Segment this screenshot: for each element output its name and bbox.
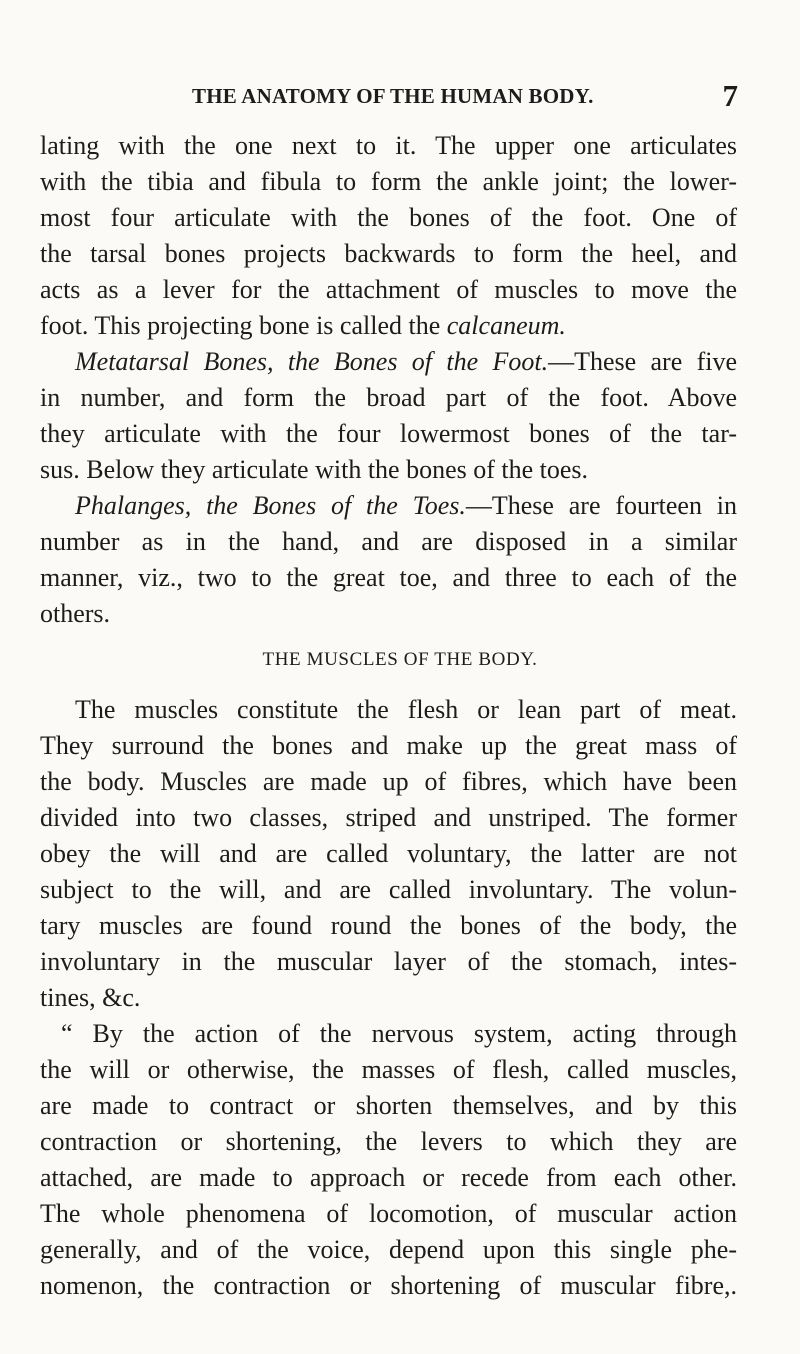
text-line: generally, and of the voice, depend upon this single phe- xyxy=(40,1235,737,1264)
text-line: tines, &c. xyxy=(40,983,141,1012)
text-line: The whole phenomena of locomotion, of muscular action xyxy=(40,1199,737,1228)
text-line: tary muscles are found round the bones of the body, the xyxy=(40,911,737,940)
text-line: The muscles constitute the flesh or lean part of meat. xyxy=(75,695,737,724)
section-heading: THE MUSCLES OF THE BODY. xyxy=(262,649,538,670)
text-line: They surround the bones and make up the great mass of xyxy=(40,731,737,760)
text-line: the tarsal bones projects backwards to form the heel, and xyxy=(40,239,737,268)
text-line: manner, viz., two to the great toe, and three to each of the xyxy=(40,563,737,592)
page-header xyxy=(192,78,738,118)
text-line: subject to the will, and are called involuntary. The volun- xyxy=(40,875,737,904)
text-line: the body. Muscles are made up of fibres, which have been xyxy=(40,767,737,796)
text-line: lating with the one next to it. The upper one articulates xyxy=(40,131,737,160)
text-line: divided into two classes, striped and unstriped. The former xyxy=(40,803,737,832)
text-line: others. xyxy=(40,599,111,628)
text-line xyxy=(40,308,737,344)
text-line: nomenon, the contraction or shortening of muscular fibre,. xyxy=(40,1271,737,1300)
running-head: THE ANATOMY OF THE HUMAN BODY. xyxy=(192,84,594,108)
text-line: most four articulate with the bones of the foot. One of xyxy=(40,203,737,232)
text-line xyxy=(75,488,737,524)
text-line: involuntary in the muscular layer of the stomach, intes- xyxy=(40,947,737,976)
subheading-phalanges: Phalanges, the Bones of the Toes. xyxy=(75,491,466,520)
text-line: “ By the action of the nervous system, acting through xyxy=(61,1019,737,1048)
text-line: contraction or shortening, the levers to which they are xyxy=(40,1127,737,1156)
text-line: they articulate with the four lowermost bones of the tar- xyxy=(40,419,737,448)
subheading-metatarsal: Metatarsal Bones, the Bones of the Foot. xyxy=(75,347,549,376)
text-run: foot. This projecting bone is called the xyxy=(40,311,447,340)
text-line: attached, are made to approach or recede from each other. xyxy=(40,1163,737,1192)
text-line: sus. Below they articulate with the bones of the toes. xyxy=(40,455,589,484)
text-line: with the tibia and fibula to form the ankle joint; the lower- xyxy=(40,167,737,196)
text-run: —These are fourteen in xyxy=(465,491,737,520)
text-run: —These are five xyxy=(548,347,737,376)
term-calcaneum: calcaneum. xyxy=(446,311,566,340)
text-line xyxy=(75,344,737,380)
text-line: are made to contract or shorten themselves, and by this xyxy=(40,1091,737,1120)
text-line: obey the will and are called voluntary, the latter are not xyxy=(40,839,737,868)
text-line: the will or otherwise, the masses of flesh, called muscles, xyxy=(40,1055,737,1084)
text-line: in number, and form the broad part of the foot. Above xyxy=(40,383,737,412)
page-number: 7 xyxy=(722,78,738,113)
text-line: number as in the hand, and are disposed in a similar xyxy=(40,527,737,556)
text-line: acts as a lever for the attachment of muscles to move the xyxy=(40,275,737,304)
